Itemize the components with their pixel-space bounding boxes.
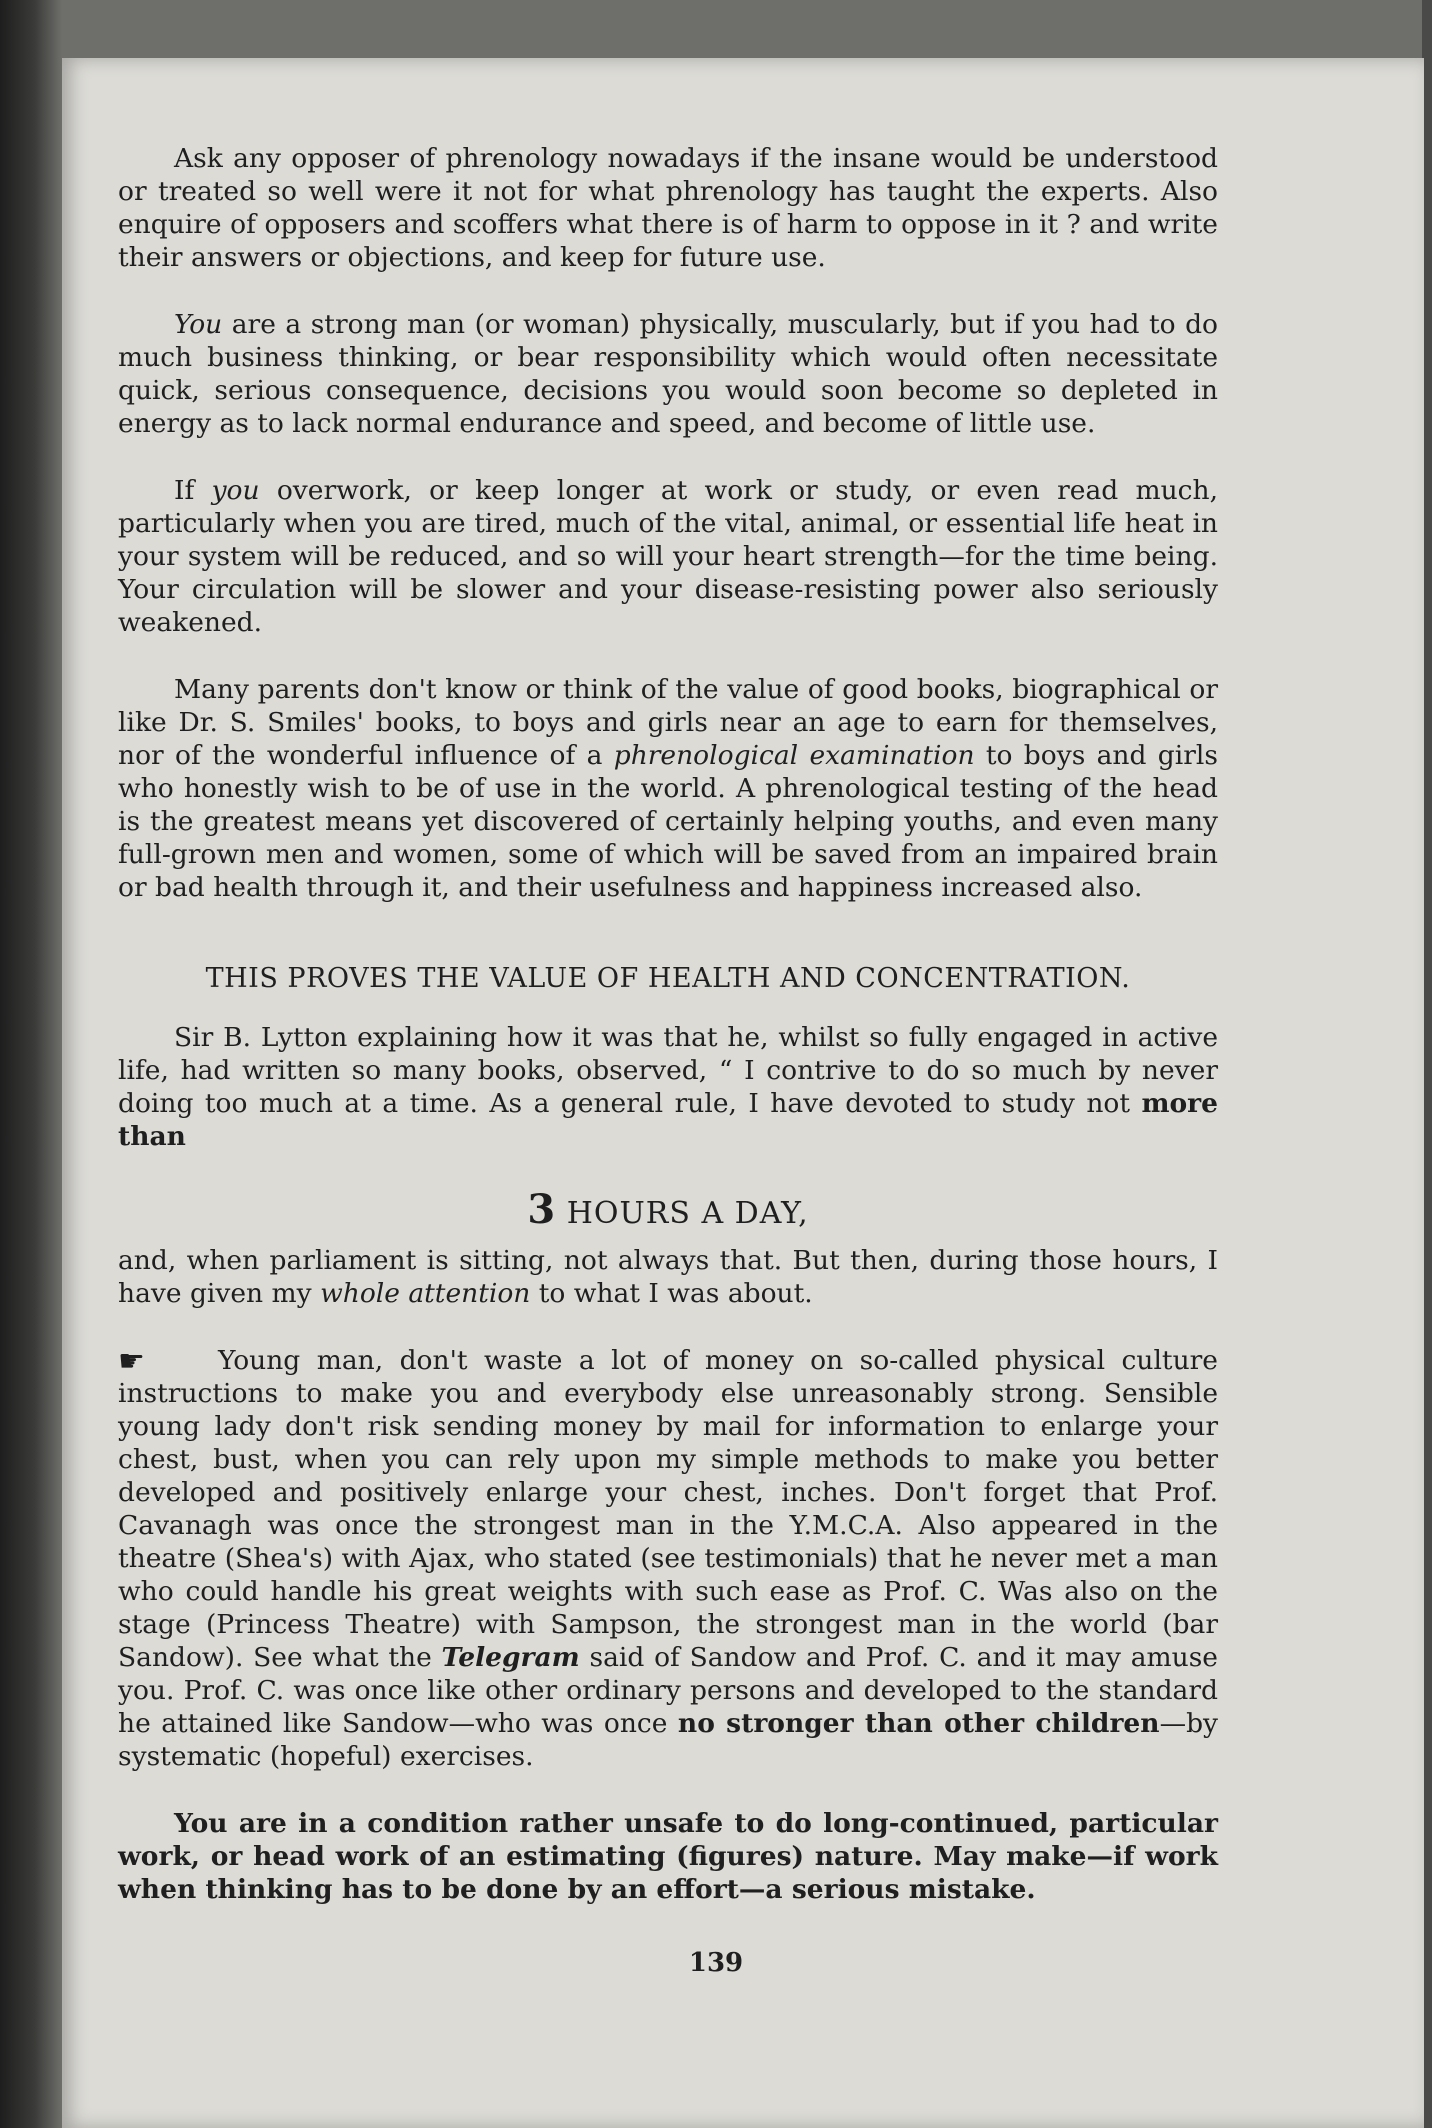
hours-label: HOURS A DAY,: [566, 1196, 809, 1231]
section-heading: THIS PROVES THE VALUE OF HEALTH AND CONCENTRATION.: [205, 963, 1131, 994]
emphasis-telegram: Telegram: [441, 1642, 580, 1673]
page-number: 139: [688, 1948, 744, 1978]
bold-more-than: more than: [118, 1088, 1218, 1152]
bold-no-stronger: no stronger than other children: [677, 1708, 1160, 1739]
emphasis-you: You: [174, 309, 223, 340]
paragraph-parents: Many parents don't know or think of the value of good books, biographical or like Dr. S. Smiles' books, to boys and girls near an age to earn for themselves, nor of the wonderful influence of a phrenological examination to boys and girls who honestly wish to be of use in the world. A phrenological testing of the head is the greatest means yet discovered of certainly helping youths, and even many full-grown men and women, some of which will be saved from an impaired brain or bad health through it, and their usefulness and happiness increased also.: [118, 674, 1218, 903]
paragraph-strong-man: You are a strong man (or woman) physically, muscularly, but if you had to do much business thinking, or bear responsibility which would often necessitate quick, serious consequence, decisions you would soon become so depleted in energy as to lack normal endurance and speed, and become of little use.: [118, 309, 1218, 439]
paragraph-lytton: Sir B. Lytton explaining how it was that he, whilst so fully engaged in active life, had written so many books, observed, “ I contrive to do so much by never doing too much at a time. As a general rule, I have devoted to study not more than: [118, 1022, 1218, 1152]
paragraph-overwork: If you overwork, or keep longer at work or study, or even read much, particularly when you are tired, much of the vital, animal, or essential life heat in your system will be reduced, and so will your heart strength—for the time being. Your circulation will be slower and your disease-resisting power also seriously weakened.: [118, 475, 1219, 638]
paragraph-whole-attention: and, when parliament is sitting, not always that. But then, during those hours, I have given my whole attention to what I was about.: [118, 1245, 1218, 1309]
book-binding: [0, 0, 62, 2128]
emphasis-whole-attention: whole attention: [320, 1278, 531, 1309]
pointing-hand-icon: ☛: [118, 1344, 145, 1379]
emphasis-phrenological-examination: phrenological examination: [613, 740, 975, 771]
emphasis-you: you: [211, 475, 260, 506]
paragraph-phrenology-opposers: Ask any opposer of phrenology nowadays if the insane would be understood or treated so well were it not for what phrenology has taught the experts. Also enquire of opposers and scoffers what there is of harm to oppose in it ? and write their answers or objections, and keep for future use.: [118, 143, 1218, 273]
paragraph-young-man: ☛ Young man, don't waste a lot of money on so-called physical culture instructions to make you and everybody else unreasonably strong. Sensible young lady don't risk sending money by mail for information to enlarge your chest, bust, when you can rely upon my simple methods to make you better developed and positively enlarge your chest, inches. Don't forget that Prof. Cavanagh was once the strongest man in the Y.M.C.A. Also appeared in the theatre (Shea's) with Ajax, who stated (see testimonials) that he never met a man who could handle his great weights with such ease as Prof. C. Was also on the stage (Princess Theatre) with Sampson, the strongest man in the world (bar Sandow). See what the Telegram said of Sandow and Prof. C. and it may amuse you. Prof. C. was once like other ordinary persons and developed to the standard he attained like Sandow—who was once no stronger than other children—by systematic (hopeful) exercises.: [118, 1344, 1218, 1772]
paragraph-unsafe-condition: You are in a condition rather unsafe to do long-continued, particular work, or head work of an estimating (figures) nature. May make—if work when thinking has to be done by an effort—a serious mistake.: [118, 1808, 1218, 1905]
hours-number: 3: [527, 1186, 557, 1233]
page-body: [118, 142, 1218, 1940]
hours-a-day-heading: [118, 1186, 1218, 1233]
